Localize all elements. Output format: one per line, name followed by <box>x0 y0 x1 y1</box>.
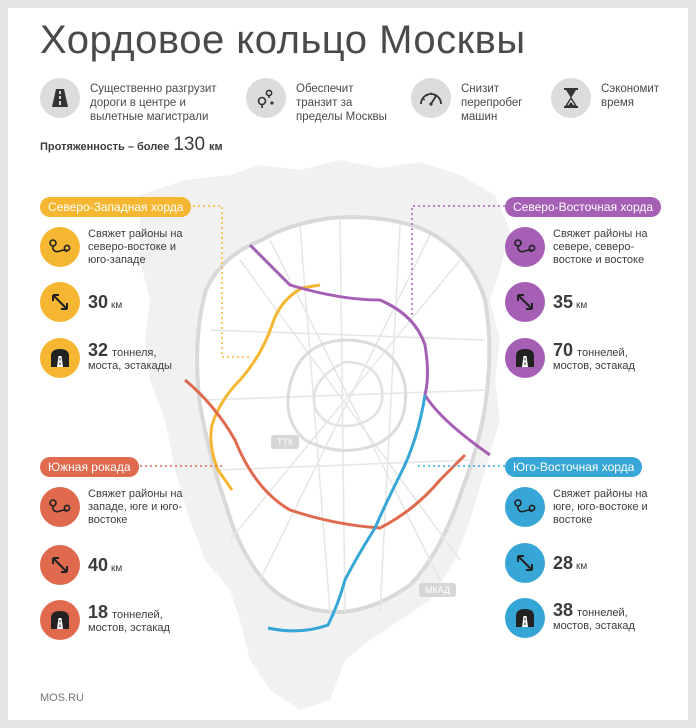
chord-connects-row <box>40 227 184 267</box>
chord-structures-text: тоннеля, моста, эстакады <box>88 346 172 372</box>
chord-length-row <box>505 543 587 583</box>
page-title: Хордовое кольцо Москвы <box>40 18 526 62</box>
chord-structures-row <box>40 338 184 378</box>
diagonal-arrows-icon <box>40 545 80 585</box>
chord-connects-row <box>505 227 653 267</box>
chord-connects: Свяжет районы на севере, северо-востоке и востоке <box>553 227 648 266</box>
tunnel-icon <box>505 598 545 638</box>
benefit-text: Существенно разгрузит дороги в центре и вылетные магистрали <box>90 83 217 123</box>
chord-structures-count: 70 <box>553 339 574 360</box>
chord-length-row <box>505 282 587 322</box>
chord-connects: Свяжет районы на юге, юго-востоке и востоке <box>553 487 648 526</box>
chord-name-south: Южная рокада <box>40 457 139 477</box>
chord-structures-text: тоннелей, мостов, эстакад <box>88 608 170 634</box>
length-unit: км <box>209 141 223 153</box>
benefit-text: Обеспечит транзит за пределы Москвы <box>296 83 387 123</box>
chord-length: 30 <box>88 291 109 312</box>
tunnel-icon <box>40 338 80 378</box>
chord-structures-text: тоннелей, мостов, эстакад <box>553 606 635 632</box>
chord-connects-row <box>40 487 184 527</box>
chord-connects: Свяжет районы на северо-востоке и юго-западе <box>88 227 183 266</box>
chord-length-unit: км <box>111 299 123 311</box>
tunnel-icon <box>505 338 545 378</box>
route-pins-icon <box>505 487 545 527</box>
diagonal-arrows-icon <box>505 543 545 583</box>
chord-length-row <box>40 282 122 322</box>
chord-structures-text: тоннелей, мостов, эстакад <box>553 346 635 372</box>
tunnel-icon <box>40 600 80 640</box>
chord-name-north-west: Северо-Западная хорда <box>40 197 191 217</box>
chord-structures-row <box>505 338 653 378</box>
chord-connects: Свяжет районы на западе, юге и юго-востоке <box>88 487 183 526</box>
chord-length-row <box>40 545 122 585</box>
chord-length: 28 <box>553 552 574 573</box>
length-label: Протяженность – более <box>40 141 170 153</box>
chord-structures-row <box>40 600 184 640</box>
chord-length: 40 <box>88 554 109 575</box>
benefit-text: Снизит перепробег машин <box>461 83 523 123</box>
ttk-label: ТТК <box>271 435 299 449</box>
chord-structures-count: 38 <box>553 599 574 620</box>
chord-name-south-east: Юго-Восточная хорда <box>505 457 642 477</box>
chord-length-unit: км <box>111 562 123 574</box>
chord-structures-count: 18 <box>88 601 109 622</box>
chord-length-unit: км <box>576 299 588 311</box>
chord-length: 35 <box>553 291 574 312</box>
chord-structures-row <box>505 598 653 638</box>
mkad-label: МКАД <box>419 583 456 597</box>
chord-structures-count: 32 <box>88 339 109 360</box>
chord-name-north-east: Северо-Восточная хорда <box>505 197 661 217</box>
route-pins-icon <box>505 227 545 267</box>
chord-connects-row <box>505 487 653 527</box>
length-value: 130 <box>173 134 206 155</box>
diagonal-arrows-icon <box>40 282 80 322</box>
route-pins-icon <box>40 487 80 527</box>
benefit-text: Сэкономит время <box>601 83 660 109</box>
source-footer: MOS.RU <box>40 692 84 704</box>
route-pins-icon <box>40 227 80 267</box>
chord-length-unit: км <box>576 560 588 572</box>
diagonal-arrows-icon <box>505 282 545 322</box>
